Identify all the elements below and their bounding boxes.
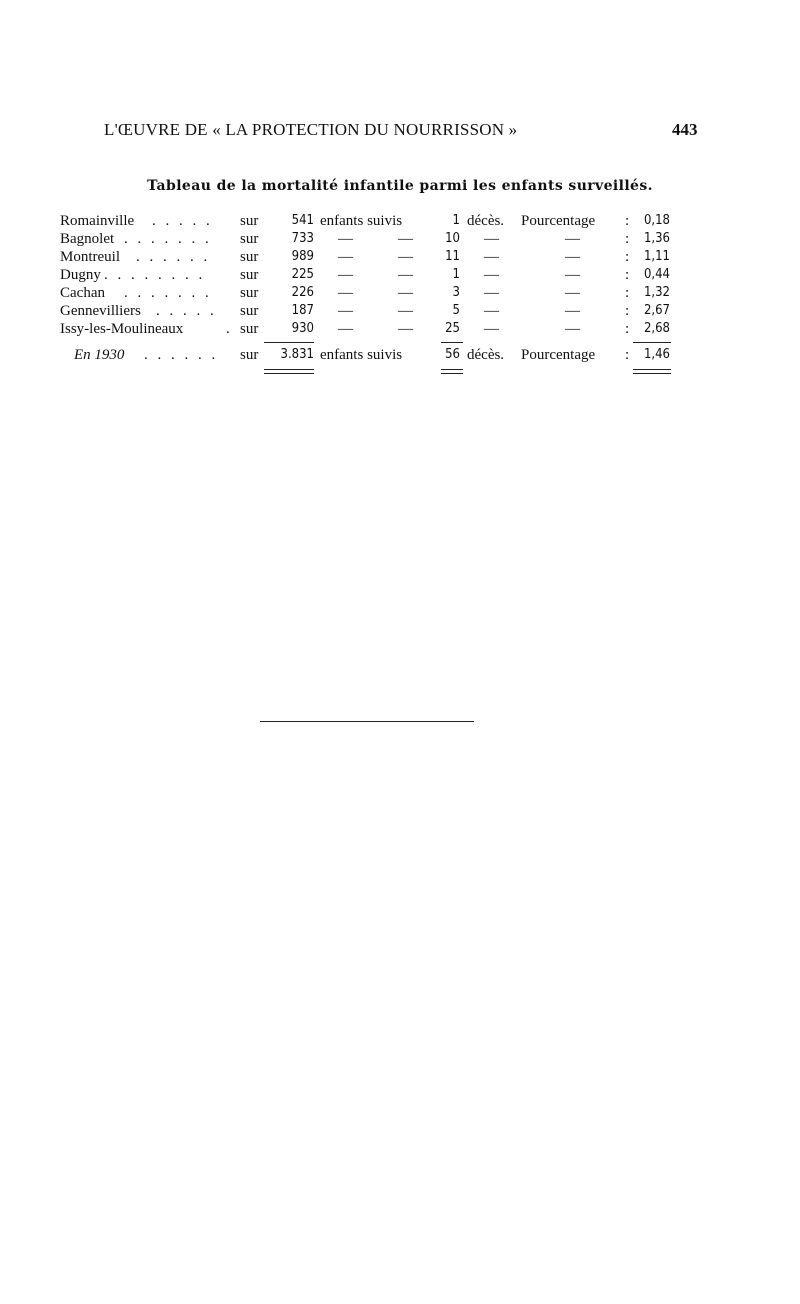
colon: :: [625, 249, 630, 265]
ditto-mark: —: [565, 267, 580, 283]
suivis-count: 225: [291, 267, 314, 282]
ditto-mark: —: [565, 303, 580, 319]
commune-name: Romainville: [60, 213, 135, 229]
commune-name: Dugny: [60, 267, 101, 283]
sur-label: sur: [240, 321, 259, 337]
ditto-mark: —: [565, 321, 580, 337]
total-pourcentage: 1,46: [643, 347, 670, 362]
pourcentage-value: 1,32: [643, 285, 670, 300]
pourcentage-value: 1,11: [643, 249, 670, 264]
ditto-mark: —: [484, 249, 499, 265]
commune-name: Issy-les-Moulineaux: [60, 321, 184, 337]
colon: :: [625, 231, 630, 247]
pourcentage-value: 2,67: [643, 303, 670, 318]
commune-name: Montreuil: [60, 249, 120, 265]
ditto-mark: —: [565, 249, 580, 265]
deces-label: décès.: [467, 347, 505, 363]
leader-dots: . . . . .: [156, 303, 217, 319]
page-number: 443: [672, 120, 698, 139]
table-title: Tableau de la mortalité infantile parmi les enfants surveillés.: [147, 178, 653, 194]
leader-dots: . . . . . . .: [124, 231, 212, 247]
deces-count: 5: [452, 303, 460, 318]
colon: :: [625, 321, 630, 337]
suivis-count: 187: [291, 303, 314, 318]
total-suivis: 3.831: [280, 347, 314, 362]
deces-count: 1: [452, 267, 460, 282]
pourcentage-value: 0,18: [643, 213, 670, 228]
ditto-mark: —: [565, 285, 580, 301]
pourcentage-value: 1,36: [643, 231, 670, 246]
ditto-mark: —: [398, 321, 413, 337]
colon: :: [625, 213, 630, 229]
deces-label: décès.: [467, 213, 505, 229]
ditto-mark: —: [565, 231, 580, 247]
ditto-mark: —: [398, 303, 413, 319]
table-row: [0, 284, 800, 302]
table-row: [0, 230, 800, 248]
ditto-mark: —: [484, 303, 499, 319]
deces-count: 1: [452, 213, 460, 228]
total-double-rule: [441, 369, 463, 374]
leader-dots: . . . . . .: [136, 249, 211, 265]
suivis-label: enfants suivis: [320, 213, 403, 229]
total-double-rule: [633, 369, 671, 374]
pourcentage-label: Pourcentage: [521, 347, 596, 363]
ditto-mark: —: [338, 231, 353, 247]
colon: :: [625, 285, 630, 301]
table-row: [0, 302, 800, 320]
section-rule: [260, 721, 474, 722]
mortality-table: [0, 212, 800, 382]
ditto-mark: —: [338, 267, 353, 283]
ditto-mark: —: [484, 231, 499, 247]
deces-count: 25: [445, 321, 460, 336]
suivis-count: 733: [291, 231, 314, 246]
colon: :: [625, 303, 630, 319]
ditto-mark: —: [338, 303, 353, 319]
sum-rule: [264, 342, 314, 343]
sum-rule: [633, 342, 671, 343]
table-row: [0, 320, 800, 338]
ditto-mark: —: [398, 267, 413, 283]
leader-dots: .: [226, 321, 233, 337]
sur-label: sur: [240, 285, 259, 301]
commune-name: Cachan: [60, 285, 105, 301]
sum-rule: [441, 342, 463, 343]
leader-dots: . . . . . . .: [124, 285, 212, 301]
ditto-mark: —: [338, 321, 353, 337]
pourcentage-label: Pourcentage: [521, 213, 596, 229]
suivis-count: 930: [291, 321, 314, 336]
suivis-label: enfants suivis: [320, 347, 403, 363]
sur-label: sur: [240, 213, 259, 229]
ditto-mark: —: [484, 321, 499, 337]
deces-count: 10: [445, 231, 460, 246]
ditto-mark: —: [338, 285, 353, 301]
table-row: [0, 266, 800, 284]
leader-dots: . . . . . .: [144, 347, 219, 363]
sur-label: sur: [240, 303, 259, 319]
commune-name: Bagnolet: [60, 231, 115, 247]
suivis-count: 226: [291, 285, 314, 300]
ditto-mark: —: [484, 285, 499, 301]
ditto-mark: —: [484, 267, 499, 283]
ditto-mark: —: [398, 231, 413, 247]
total-deces: 56: [445, 347, 460, 362]
total-label: En 1930: [74, 347, 125, 363]
running-title: L'ŒUVRE DE « LA PROTECTION DU NOURRISSON »: [104, 120, 518, 139]
sur-label: sur: [240, 231, 259, 247]
suivis-count: 989: [291, 249, 314, 264]
suivis-count: 541: [291, 213, 314, 228]
total-double-rule: [264, 369, 314, 374]
colon: :: [625, 347, 630, 363]
sur-label: sur: [240, 249, 259, 265]
table-row: [0, 248, 800, 266]
sur-label: sur: [240, 347, 259, 363]
pourcentage-value: 0,44: [643, 267, 670, 282]
colon: :: [625, 267, 630, 283]
ditto-mark: —: [398, 285, 413, 301]
ditto-mark: —: [338, 249, 353, 265]
sur-label: sur: [240, 267, 259, 283]
deces-count: 3: [452, 285, 460, 300]
leader-dots: . . . . . . . .: [104, 267, 206, 283]
commune-name: Gennevilliers: [60, 303, 141, 319]
deces-count: 11: [445, 249, 460, 264]
leader-dots: . . . . .: [152, 213, 213, 229]
table-row: [0, 212, 800, 230]
ditto-mark: —: [398, 249, 413, 265]
pourcentage-value: 2,68: [643, 321, 670, 336]
total-row: [0, 346, 800, 364]
